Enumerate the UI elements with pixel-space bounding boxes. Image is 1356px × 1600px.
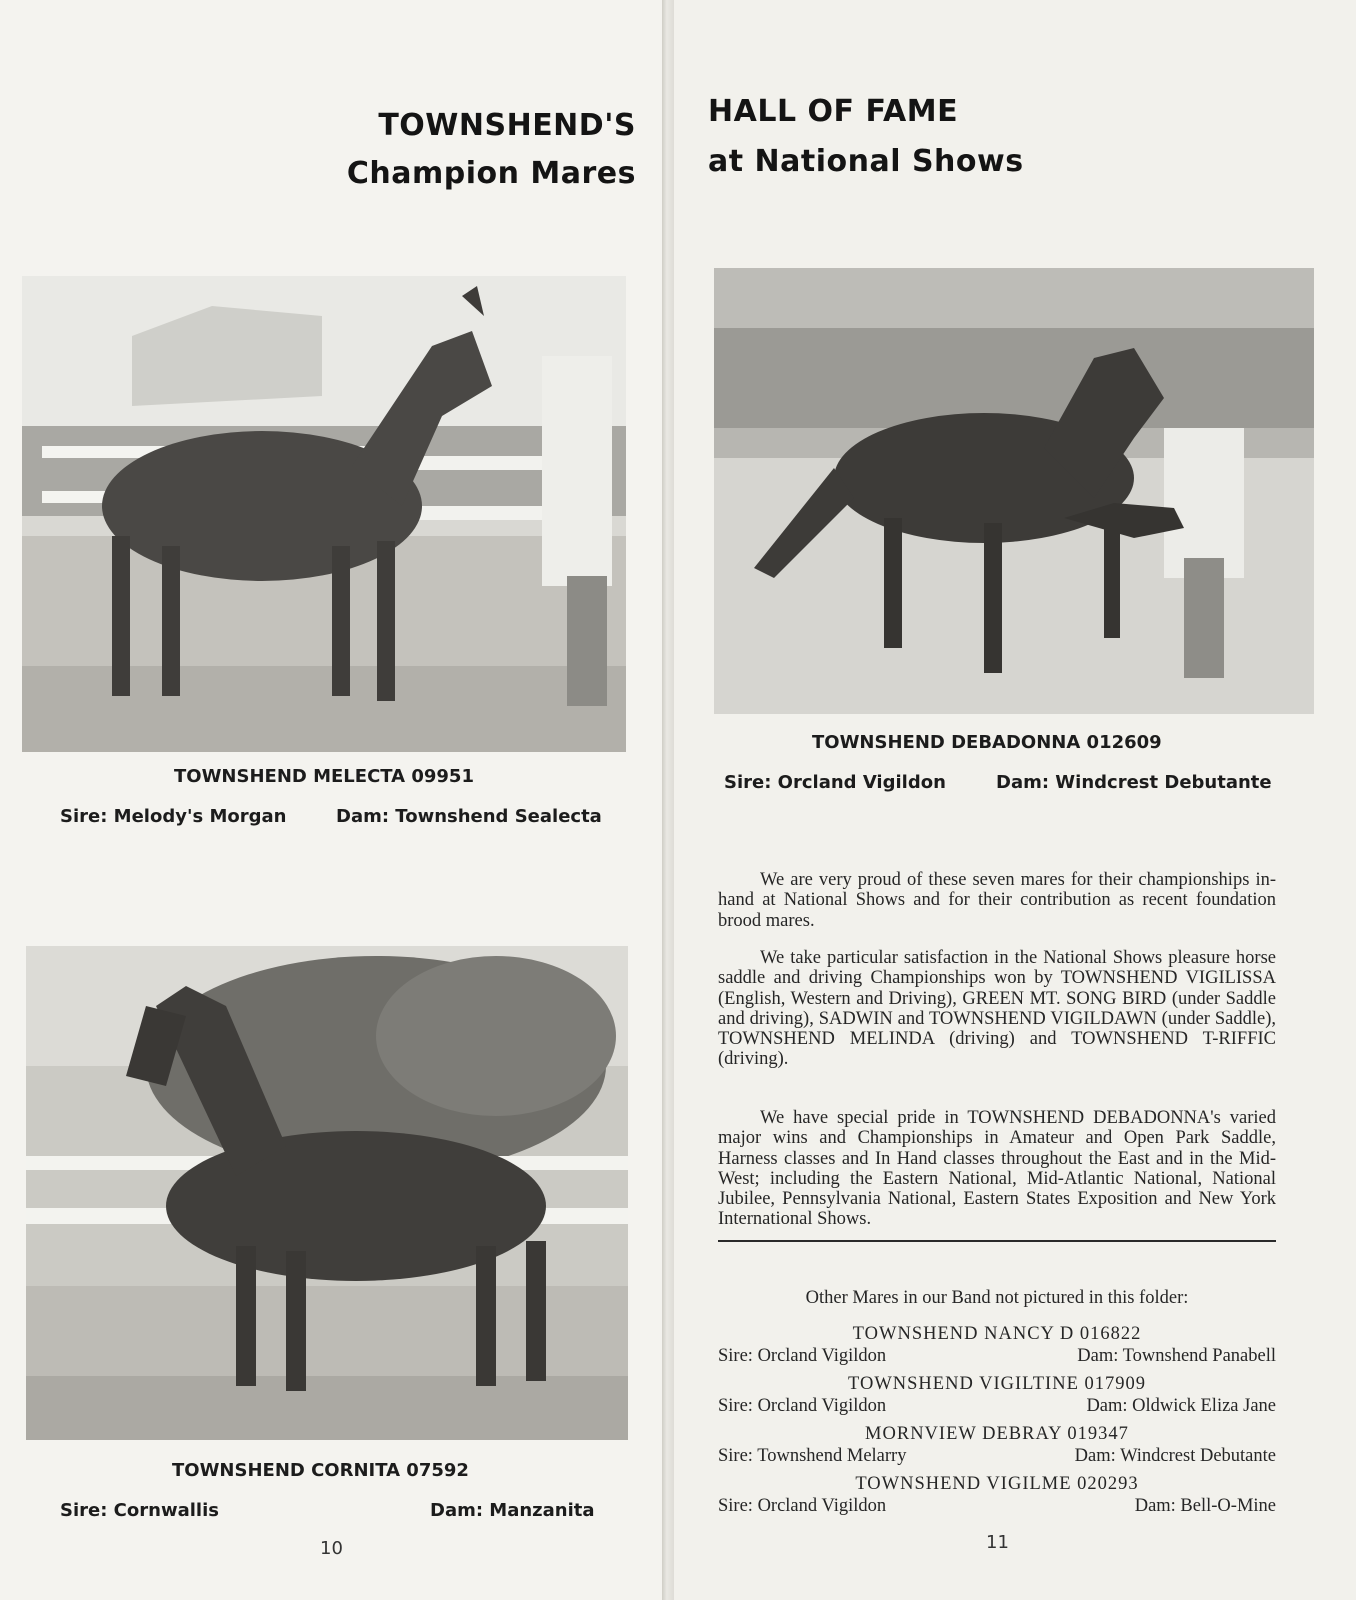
horse-photo-melecta: [22, 276, 626, 752]
book-gutter: [662, 0, 674, 1600]
other-mare-pedigree: [718, 1346, 1276, 1367]
photo2-sire: Sire: Cornwallis: [60, 1500, 219, 1521]
photo-sire: Sire: Orcland Vigildon: [724, 772, 946, 793]
other-mare-name: TOWNSHEND NANCY D 016822: [852, 1324, 1142, 1344]
photo-dam: Dam: Windcrest Debutante: [996, 772, 1272, 793]
other-mare-name: TOWNSHEND VIGILTINE 017909: [848, 1374, 1146, 1394]
page-number-left: 10: [320, 1538, 343, 1559]
other-mares-intro: Other Mares in our Band not pictured in this folder:: [805, 1288, 1189, 1308]
horse-photo-debadonna: [714, 268, 1314, 714]
paragraph-3: We have special pride in TOWNSHEND DEBADONNA's varied major wins and Championships in Amateur and Open Park Saddle, Harness classes and In Hand classes throughout the East and in the Mid-West; including the Eastern National, Mid-Atlantic National, National Jubilee, Pennsylvania National, Eastern States Exposition and New York International Shows.: [718, 1108, 1276, 1230]
photo2-horse-name: TOWNSHEND CORNITA 07592: [172, 1460, 469, 1481]
photo1-sire: Sire: Melody's Morgan: [60, 806, 287, 827]
paragraph-2: We take particular satisfaction in the National Shows pleasure horse saddle and driving Championships won by TOWNSHEND VIGILISSA (English, Western and Driving), GREEN MT. SONG BIRD (under Saddle and driving), SADWIN and TOWNSHEND VIGILDAWN (under Saddle), TOWNSHEND MELINDA (driving) and TOWNSHEND T-RIFFIC (driving).: [718, 948, 1276, 1070]
horse-photo-cornita: [26, 946, 628, 1440]
left-page: [0, 0, 662, 1600]
other-mare-sire: Sire: Orcland Vigildon: [718, 1346, 887, 1366]
other-mare-dam: Dam: Townshend Panabell: [1077, 1346, 1276, 1366]
page-number-right: 11: [986, 1532, 1009, 1553]
other-mare-sire: Sire: Townshend Melarry: [718, 1446, 907, 1466]
other-mare-pedigree: [718, 1496, 1276, 1517]
other-mare-name: MORNVIEW DEBRAY 019347: [865, 1424, 1129, 1444]
left-page-subtitle: Champion Mares: [346, 156, 636, 191]
other-mare-pedigree: [718, 1446, 1276, 1467]
photo2-dam: Dam: Manzanita: [430, 1500, 595, 1521]
photo1-dam: Dam: Townshend Sealecta: [336, 806, 602, 827]
divider-rule: [718, 1240, 1276, 1242]
right-page: [674, 0, 1356, 1600]
right-page-title: HALL OF FAME: [708, 94, 959, 129]
photo-horse-name: TOWNSHEND DEBADONNA 012609: [812, 732, 1162, 753]
paragraph-1: We are very proud of these seven mares for their championships in-hand at National Shows and for their contribution as recent foundation brood mares.: [718, 870, 1276, 931]
other-mare-dam: Dam: Bell-O-Mine: [1134, 1496, 1276, 1516]
other-mare-sire: Sire: Orcland Vigildon: [718, 1496, 887, 1516]
other-mare-sire: Sire: Orcland Vigildon: [718, 1396, 887, 1416]
other-mare-name: TOWNSHEND VIGILME 020293: [855, 1474, 1139, 1494]
other-mare-dam: Dam: Oldwick Eliza Jane: [1086, 1396, 1276, 1416]
right-page-subtitle: at National Shows: [708, 144, 1024, 179]
other-mare-dam: Dam: Windcrest Debutante: [1074, 1446, 1276, 1466]
left-page-title: TOWNSHEND'S: [378, 108, 636, 143]
other-mare-pedigree: [718, 1396, 1276, 1417]
photo1-horse-name: TOWNSHEND MELECTA 09951: [174, 766, 474, 787]
